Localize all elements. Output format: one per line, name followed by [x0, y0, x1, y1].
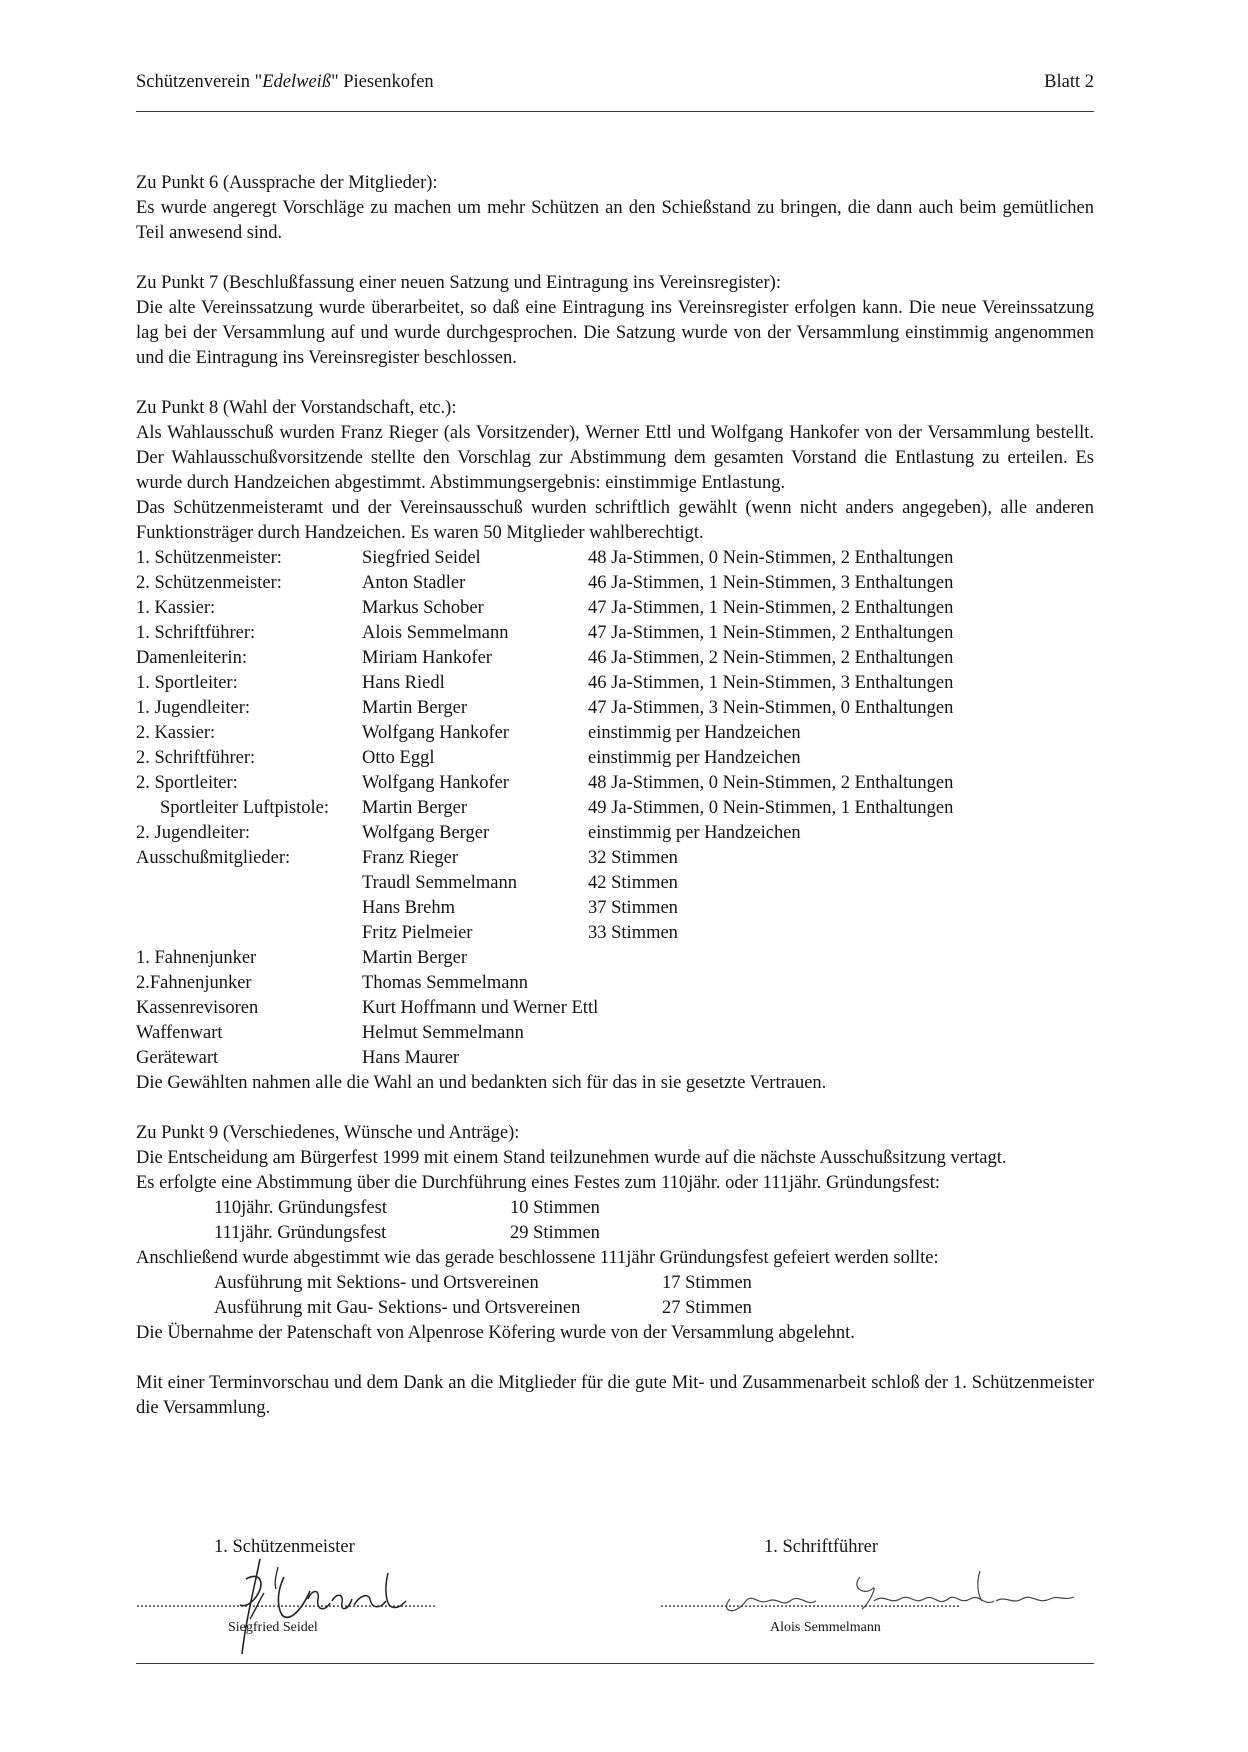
election-name: Traudl Semmelmann: [362, 873, 518, 893]
signature-name-left: Siegfried Seidel: [228, 1620, 318, 1635]
election-result: einstimmig per Handzeichen: [588, 748, 801, 768]
election-name: Helmut Semmelmann: [362, 1023, 524, 1043]
election-row: [136, 871, 1094, 896]
election-name: Hans Maurer: [362, 1048, 460, 1068]
punkt9-heading: Zu Punkt 9 (Verschiedenes, Wünsche und Anträge):: [136, 1123, 520, 1143]
punkt8-text-committee: Als Wahlausschuß wurden Franz Rieger (als Vorsitzender), Werner Ettl und Wolfgang Hankofer von der Versammlung bestellt. Der Wahlausschußvorsitzende stellte den Vorschlag zur Abstimmung dem gesamten Vorstand die Entlastung zu erteilen. Es wurde durch Handzeichen abgestimmt. Abstimmungsergebnis: einstimmige Entlastung.: [136, 423, 1094, 493]
vote1-row: 111jähr. Gründungsfest 29 Stimmen: [214, 1223, 600, 1243]
election-result: 46 Ja-Stimmen, 1 Nein-Stimmen, 3 Enthaltungen: [588, 673, 954, 693]
election-row: [136, 971, 1094, 996]
election-role: 1. Schriftführer:: [136, 623, 256, 643]
election-name: Alois Semmelmann: [362, 623, 509, 643]
election-result: 48 Ja-Stimmen, 0 Nein-Stimmen, 2 Enthaltungen: [588, 773, 954, 793]
minutes-body: [136, 171, 1094, 1421]
election-row: [136, 1021, 1094, 1046]
election-result: 46 Ja-Stimmen, 2 Nein-Stimmen, 2 Enthaltungen: [588, 648, 954, 668]
election-name: Wolfgang Hankofer: [362, 773, 509, 793]
election-name: Martin Berger: [362, 698, 467, 718]
election-result: einstimmig per Handzeichen: [588, 823, 801, 843]
election-role: 1. Sportleiter:: [136, 673, 238, 693]
election-row: [136, 746, 1094, 771]
page-number: Blatt 2: [1044, 72, 1094, 92]
election-row: [136, 621, 1094, 646]
election-result: 46 Ja-Stimmen, 1 Nein-Stimmen, 3 Enthaltungen: [588, 573, 954, 593]
signature-line-right: ...........................................................................: [660, 1594, 960, 1611]
election-role: Sportleiter Luftpistole:: [160, 798, 330, 818]
election-name: Siegfried Seidel: [362, 548, 481, 568]
election-row: [136, 796, 1094, 821]
election-row: [136, 996, 1094, 1021]
election-role: Waffenwart: [136, 1023, 223, 1043]
election-role: 2. Kassier:: [136, 723, 216, 743]
election-row: [136, 946, 1094, 971]
election-row: [136, 771, 1094, 796]
election-result: 33 Stimmen: [588, 923, 678, 943]
punkt9-text-vote1-intro: Es erfolgte eine Abstimmung über die Durchführung eines Festes zum 110jähr. oder 111jähr. Gründungsfest:: [136, 1173, 941, 1193]
election-role: 2.Fahnenjunker: [136, 973, 252, 993]
election-role: 1. Jugendleiter:: [136, 698, 251, 718]
punkt9-text-vote2-intro: Anschließend wurde abgestimmt wie das gerade beschlossene 111jähr Gründungsfest gefeiert werden sollte:: [136, 1248, 939, 1268]
page-header: [136, 70, 1094, 98]
punkt7-text: Die alte Vereinssatzung wurde überarbeitet, so daß eine Eintragung ins Vereinsregister erfolgen kann. Die neue Vereinssatzung lag bei der Versammlung auf und wurde durchgesprochen. Die Satzung wurde von der Versammlung einstimmig angenommen und die Eintragung ins Vereinsregister beschlossen.: [136, 298, 1094, 368]
vote1-row: 110jähr. Gründungsfest 10 Stimmen: [214, 1198, 600, 1218]
election-result: 48 Ja-Stimmen, 0 Nein-Stimmen, 2 Enthaltungen: [588, 548, 954, 568]
punkt6-heading: Zu Punkt 6 (Aussprache der Mitglieder):: [136, 173, 438, 193]
election-role: 2. Schriftführer:: [136, 748, 256, 768]
election-result: 37 Stimmen: [588, 898, 678, 918]
election-role: Kassenrevisoren: [136, 998, 259, 1018]
vote2-row: Ausführung mit Gau- Sektions- und Ortsvereinen 27 Stimmen: [214, 1298, 752, 1318]
punkt9-text-buergerfest: Die Entscheidung am Bürgerfest 1999 mit einem Stand teilzunehmen wurde auf die nächste Ausschußsitzung vertagt.: [136, 1148, 1007, 1168]
election-role: 2. Schützenmeister:: [136, 573, 282, 593]
signature-line-left: ...........................................................................: [136, 1594, 436, 1611]
election-results-table: [136, 546, 1094, 1071]
punkt6-text: Es wurde angeregt Vorschläge zu machen um mehr Schützen an den Schießstand zu bringen, die dann auch beim gemütlichen Teil anwesend sind.: [136, 198, 1094, 243]
election-name: Wolfgang Hankofer: [362, 723, 509, 743]
election-name: Wolfgang Berger: [362, 823, 490, 843]
election-role: 2. Sportleiter:: [136, 773, 238, 793]
election-role: Ausschußmitglieder:: [136, 848, 291, 868]
election-result: 42 Stimmen: [588, 873, 678, 893]
election-name: Otto Eggl: [362, 748, 435, 768]
election-row: [136, 921, 1094, 946]
election-role: 1. Fahnenjunker: [136, 948, 257, 968]
vote2-row: Ausführung mit Sektions- und Ortsvereinen 17 Stimmen: [214, 1273, 752, 1293]
election-row: [136, 671, 1094, 696]
punkt7-heading: Zu Punkt 7 (Beschlußfassung einer neuen Satzung und Eintragung ins Vereinsregister):: [136, 273, 781, 293]
election-name: Thomas Semmelmann: [362, 973, 528, 993]
election-role: 2. Jugendleiter:: [136, 823, 251, 843]
signature-block-right: [660, 1535, 1080, 1655]
election-result: 49 Ja-Stimmen, 0 Nein-Stimmen, 1 Enthaltungen: [588, 798, 954, 818]
punkt9-text-patenschaft: Die Übernahme der Patenschaft von Alpenrose Köfering wurde von der Versammlung abgelehnt.: [136, 1323, 855, 1343]
election-row: [136, 546, 1094, 571]
election-name: Martin Berger: [362, 798, 467, 818]
signature-title-left: 1. Schützenmeister: [214, 1537, 355, 1557]
punkt8-closing: Die Gewählten nahmen alle die Wahl an und bedankten sich für das in sie gesetzte Vertrauen.: [136, 1073, 827, 1093]
election-row: [136, 1046, 1094, 1071]
election-role: 1. Schützenmeister:: [136, 548, 282, 568]
election-row: [136, 846, 1094, 871]
election-result: einstimmig per Handzeichen: [588, 723, 801, 743]
election-name: Franz Rieger: [362, 848, 459, 868]
election-row: [136, 596, 1094, 621]
signature-block-left: [136, 1535, 556, 1655]
election-result: 47 Ja-Stimmen, 1 Nein-Stimmen, 2 Enthaltungen: [588, 623, 954, 643]
election-name: Miriam Hankofer: [362, 648, 492, 668]
election-name: Hans Brehm: [362, 898, 455, 918]
election-row: [136, 721, 1094, 746]
election-role: Gerätewart: [136, 1048, 219, 1068]
signature-name-right: Alois Semmelmann: [770, 1620, 881, 1635]
footer-rule: [136, 1663, 1094, 1664]
election-role: 1. Kassier:: [136, 598, 216, 618]
election-row: [136, 896, 1094, 921]
election-name: Martin Berger: [362, 948, 467, 968]
election-name: Markus Schober: [362, 598, 484, 618]
election-name: Anton Stadler: [362, 573, 466, 593]
election-name: Fritz Pielmeier: [362, 923, 473, 943]
election-name: Kurt Hoffmann und Werner Ettl: [362, 998, 599, 1018]
election-result: 47 Ja-Stimmen, 1 Nein-Stimmen, 2 Enthaltungen: [588, 598, 954, 618]
org-title: Schützenverein "Edelweiß" Piesenkofen: [136, 72, 434, 92]
header-rule: [136, 111, 1094, 112]
election-row: [136, 646, 1094, 671]
signature-title-right: 1. Schriftführer: [764, 1537, 879, 1557]
election-row: [136, 696, 1094, 721]
punkt8-heading: Zu Punkt 8 (Wahl der Vorstandschaft, etc.):: [136, 398, 457, 418]
punkt8-text-voting: Das Schützenmeisteramt und der Vereinsausschuß wurden schriftlich gewählt (wenn nicht anders angegeben), alle anderen Funktionsträger durch Handzeichen. Es waren 50 Mitglieder wahlberechtigt.: [136, 498, 1094, 543]
election-name: Hans Riedl: [362, 673, 445, 693]
election-result: 47 Ja-Stimmen, 3 Nein-Stimmen, 0 Enthaltungen: [588, 698, 954, 718]
election-result: 32 Stimmen: [588, 848, 678, 868]
election-role: Damenleiterin:: [136, 648, 247, 668]
election-row: [136, 821, 1094, 846]
closing-text: Mit einer Terminvorschau und dem Dank an die Mitglieder für die gute Mit- und Zusammenarbeit schloß der 1. Schützenmeister die Versammlung.: [136, 1373, 1094, 1418]
election-row: [136, 571, 1094, 596]
